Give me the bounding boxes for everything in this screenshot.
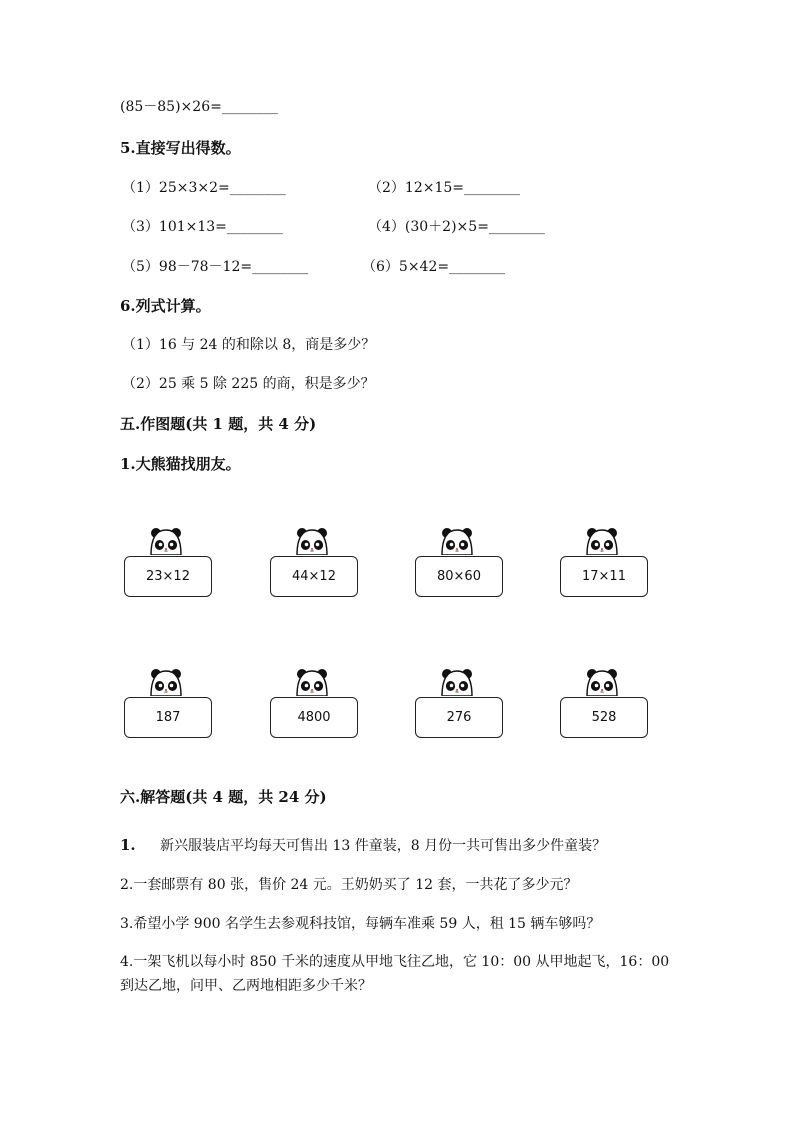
panda-icon (149, 668, 183, 696)
expression-line: (85－85)×26=________ (120, 99, 278, 115)
q1-text: 新兴服装店平均每天可售出 13 件童装，8 月份一共可售出多少件童装？ (160, 838, 607, 854)
multiplication-card[interactable]: 23×12 (124, 556, 212, 597)
panda-icon (585, 668, 619, 696)
panda-icon (295, 527, 329, 555)
q5-title: 5.直接写出得数。 (120, 139, 241, 157)
multiplication-card[interactable]: 17×11 (560, 556, 648, 597)
q5-item-2: （2）12×15=________ (368, 180, 520, 196)
section-6-q1 (120, 835, 606, 855)
q5-item-3: （3）101×13=________ (122, 219, 283, 235)
q6-title: 6.列式计算。 (120, 297, 211, 315)
answer-card[interactable]: 528 (560, 697, 648, 738)
q1-number: 1. (120, 836, 136, 854)
q6-item-2: （2）25 乘 5 除 225 的商，积是多少？ (122, 376, 375, 392)
q5-item-5: （5）98－78－12=________ (122, 259, 309, 275)
panda-icon (440, 527, 474, 555)
section-6-q2: 2.一套邮票有 80 张，售价 24 元。王奶奶买了 12 套，一共花了多少元？ (120, 877, 578, 893)
section-5-q1-title: 1.大熊猫找朋友。 (120, 455, 241, 473)
multiplication-card[interactable]: 80×60 (415, 556, 503, 597)
section-6-heading: 六.解答题(共 4 题，共 24 分) (120, 788, 327, 806)
q6-item-1: （1）16 与 24 的和除以 8，商是多少？ (122, 337, 376, 353)
multiplication-card[interactable]: 44×12 (270, 556, 358, 597)
q5-item-4: （4）(30＋2)×5=________ (368, 219, 545, 235)
section-5-heading: 五.作图题(共 1 题，共 4 分) (120, 415, 317, 433)
q5-item-6: （6）5×42=________ (362, 259, 506, 275)
answer-card[interactable]: 4800 (270, 697, 358, 738)
section-6-q4: 4.一架飞机以每小时 850 千米的速度从甲地飞往乙地，它 10：00 从甲地起飞，16：00 到达乙地，问甲、乙两地相距多少千米？ (120, 954, 670, 994)
panda-icon (149, 527, 183, 555)
panda-icon (295, 668, 329, 696)
answer-card[interactable]: 276 (415, 697, 503, 738)
panda-icon (585, 527, 619, 555)
section-6-q3: 3.希望小学 900 名学生去参观科技馆，每辆车准乘 59 人，租 15 辆车够吗？ (120, 916, 601, 932)
answer-card[interactable]: 187 (124, 697, 212, 738)
q5-item-1: （1）25×3×2=________ (122, 180, 286, 196)
panda-icon (440, 668, 474, 696)
